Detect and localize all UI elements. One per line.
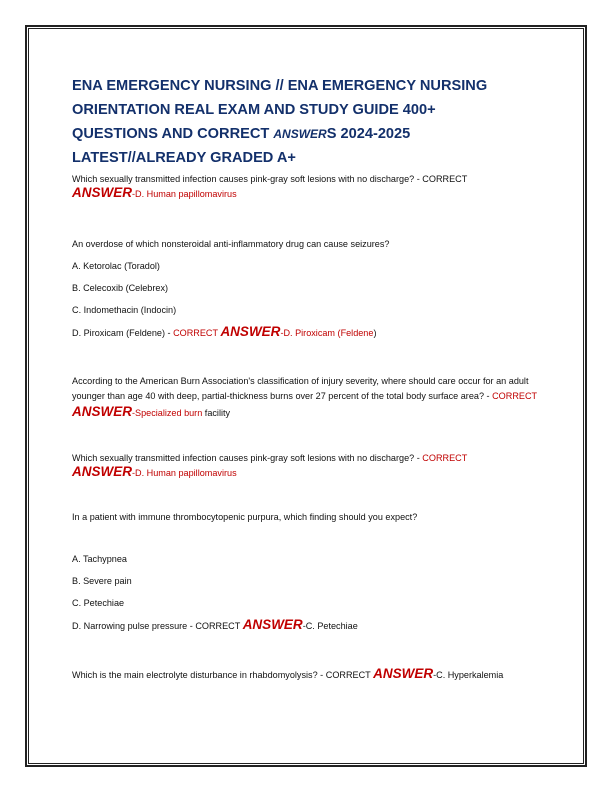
answer-label: ANSWER (72, 185, 132, 200)
option: B. Severe pain (72, 576, 132, 586)
option: A. Tachypnea (72, 554, 127, 564)
option-with-answer: D. Piroxicam (Feldene) - CORRECT ANSWER-D. Piroxicam (Feldene) (72, 324, 377, 339)
question-6: Which is the main electrolyte disturbance in rhabdomyolysis? - CORRECT ANSWER-C. Hyperkalemia (72, 666, 504, 681)
document-body (72, 74, 547, 684)
answer-label: ANSWER (72, 464, 132, 479)
answer-text: -C. Petechiae (302, 621, 358, 631)
document-title: ENA EMERGENCY NURSING // ENA EMERGENCY NURSING ORIENTATION REAL EXAM AND STUDY GUIDE 400+ QUESTIONS AND CORRECT ANSWERS 2024-2025 LATEST//ALREADY GRADED A+ (72, 78, 488, 166)
correct-label: CORRECT (422, 174, 468, 184)
option-with-answer: D. Narrowing pulse pressure - CORRECT ANSWER-C. Petechiae (72, 617, 358, 632)
option: C. Indomethacin (Indocin) (72, 305, 177, 315)
answer-text: -D. Human papillomavirus (132, 468, 237, 478)
question-2: An overdose of which nonsteroidal anti-inflammatory drug can cause seizures? (72, 239, 390, 249)
answer-label: ANSWER (72, 404, 132, 419)
answer-label: ANSWER (373, 666, 434, 681)
correct-label: CORRECT (195, 621, 241, 631)
correct-label: CORRECT (492, 391, 537, 401)
answer-text: -D. Piroxicam ( (280, 328, 341, 338)
correct-label: CORRECT (173, 328, 218, 338)
question-4: Which sexually transmitted infection causes pink-gray soft lesions with no discharge? - CORRECT ANSWER-D. Human papillomavirus (72, 453, 468, 479)
answer-label: ANSWER (242, 617, 303, 632)
question-5: In a patient with immune thrombocytopenic purpura, which finding should you expect? (72, 512, 418, 522)
answer-text: -D. Human papillomavirus (132, 189, 237, 199)
option: A. Ketorolac (Toradol) (72, 261, 160, 271)
answer-text: -C. Hyperkalemia (433, 670, 504, 680)
option: B. Celecoxib (Celebrex) (72, 283, 169, 293)
question-1: Which sexually transmitted infection causes pink-gray soft lesions with no discharge? - CORRECT ANSWER-D. Human papillomavirus (72, 174, 468, 200)
answer-label: ANSWER (220, 324, 281, 339)
answer-text: -Specialized burn (132, 408, 203, 418)
option: C. Petechiae (72, 598, 125, 608)
question-3: According to the American Burn Association's classification of injury severity, where should care occur for an adult younger than age 40 with deep, partial-thickness burns over 27 percent of the total body surface area? - CORRECT ANSWER-Specialized burn facility (72, 376, 537, 419)
correct-label: CORRECT (422, 453, 468, 463)
correct-label: CORRECT (325, 670, 371, 680)
